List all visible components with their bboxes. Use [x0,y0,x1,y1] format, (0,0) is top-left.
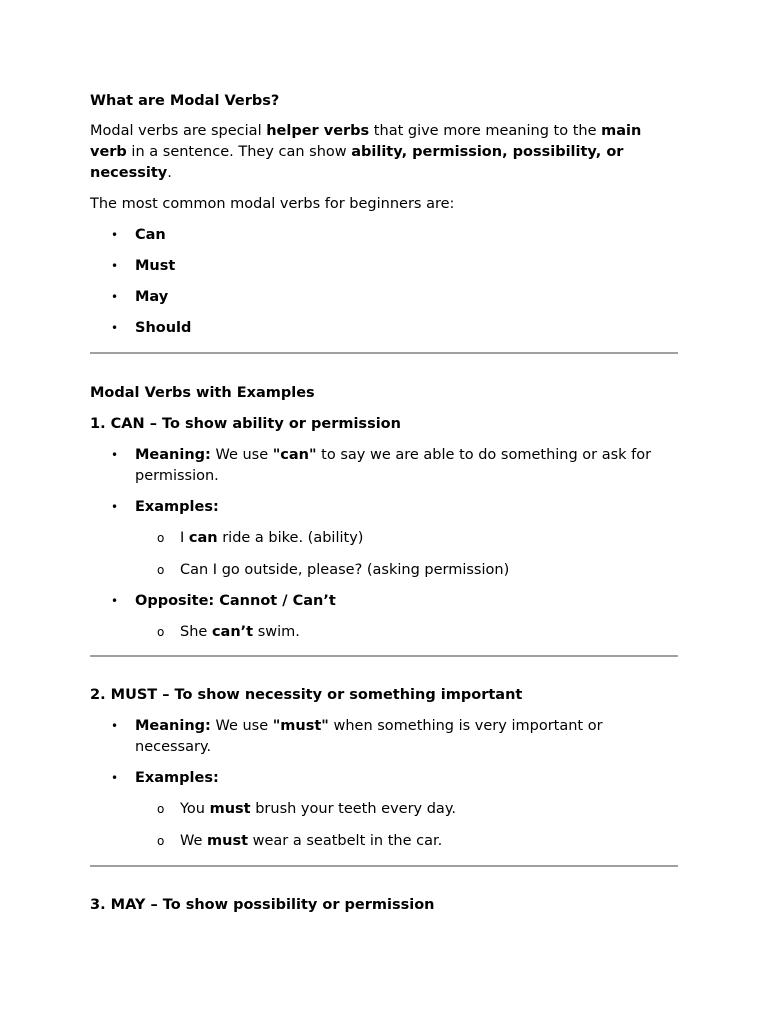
bullet-icon: • [111,228,119,242]
list-item: o Can I go outside, please? (asking permission) [135,560,678,581]
list-item: o She can’t swim. [135,622,678,643]
heading-must: 2. MUST – To show necessity or something important [90,687,523,703]
can-examples-list [135,528,678,581]
sub-bullet-icon: o [157,834,165,848]
heading-can: 1. CAN – To show ability or permission [90,416,401,432]
divider [90,352,678,354]
bullet-icon: • [111,500,119,514]
list-item: • Meaning: We use "can" to say we are able to do something or ask for permission. [111,447,652,484]
list-item: • Should [90,318,678,339]
heading-modal-verbs-with-examples: Modal Verbs with Examples [90,385,315,401]
bullet-icon: • [111,448,119,462]
bullet-icon: • [111,719,119,733]
heading-what-are-modal-verbs: What are Modal Verbs? [90,93,280,109]
document-content [90,91,678,926]
list-item: • Examples: o You must brush your teeth every day. o We must wear a seatbelt in the car. [90,768,678,852]
bullet-icon: • [111,321,119,335]
must-list [90,716,678,852]
list-item: o You must brush your teeth every day. [135,799,678,820]
list-item: • Must [90,256,678,277]
list-item: • Can [90,225,678,246]
must-examples-list [135,799,678,852]
divider [90,655,678,657]
list-item: • Meaning: We use "must" when something is very important or necessary. [111,718,603,755]
sub-bullet-icon: o [157,625,165,639]
list-item: • Examples: o I can ride a bike. (ability) o Can I go outside, please? (asking permission) [90,497,678,581]
can-opposite-list [135,622,678,643]
list-item: o We must wear a seatbelt in the car. [135,831,678,852]
sub-bullet-icon: o [157,563,165,577]
divider [90,865,678,867]
list-item: • Opposite: Cannot / Can’t o She can’t swim. [90,591,678,643]
list-item: o I can ride a bike. (ability) [135,528,678,549]
sub-bullet-icon: o [157,802,165,816]
heading-may: 3. MAY – To show possibility or permission [90,897,435,913]
bullet-icon: • [111,290,119,304]
bullet-icon: • [111,259,119,273]
common-verbs-paragraph: The most common modal verbs for beginners are: [90,196,455,212]
intro-paragraph: Modal verbs are special helper verbs that give more meaning to the main verb in a sentence. They can show ability, permission, possibility, or necessity. [90,123,642,181]
can-list [90,445,678,643]
bullet-icon: • [111,594,119,608]
common-modal-verbs-list [90,225,678,339]
list-item: • May [90,287,678,308]
bullet-icon: • [111,771,119,785]
sub-bullet-icon: o [157,531,165,545]
